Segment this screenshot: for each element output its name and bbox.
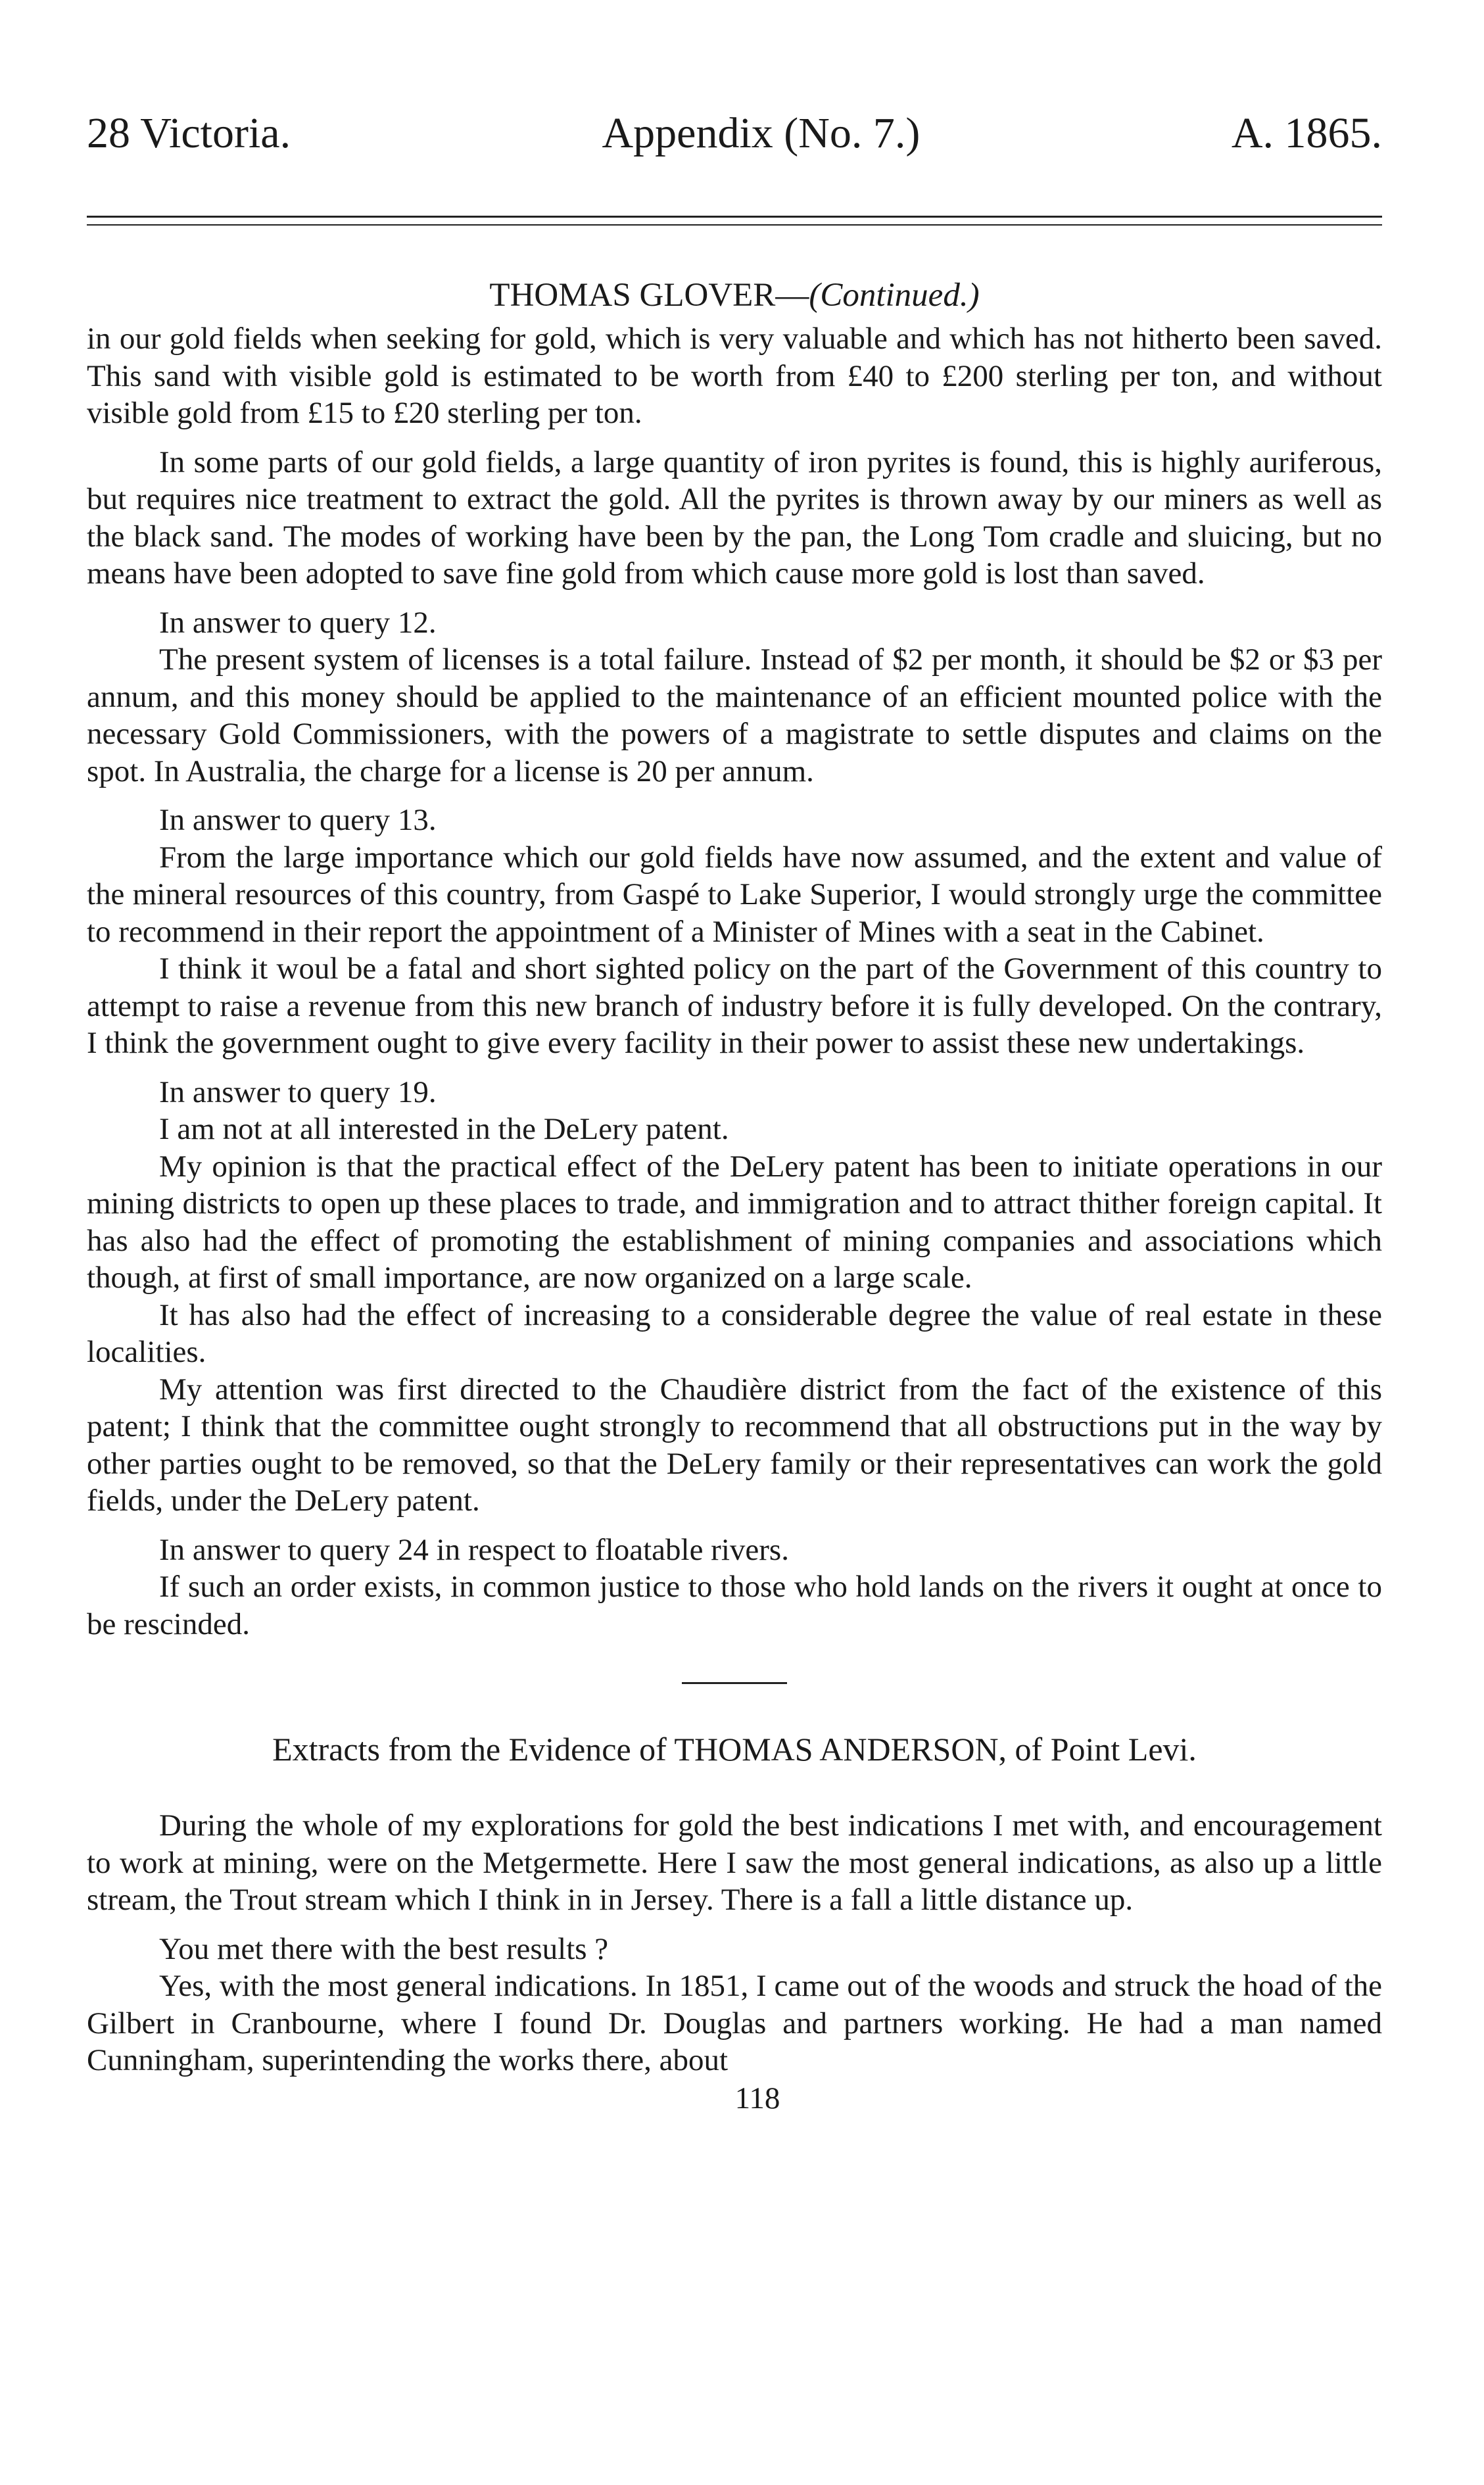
document-page [87, 109, 1382, 2116]
header-rule-thin [87, 224, 1382, 226]
paragraph: I think it woul be a fatal and short sighted policy on the part of the Government of this country to attempt to raise a revenue from this new branch of industry before it is fully developed. On the contrary, I think the government ought to give every facility in their power to assist these new undertakings. [87, 952, 1382, 1061]
section-title-continued: (Continued.) [809, 277, 980, 314]
question: You met there with the best results ? [159, 1931, 609, 1966]
paragraph: The present system of licenses is a total failure. Instead of $2 per month, it should be $2 or $3 per annum, and this money should be applied to the maintenance of an efficient mounted police with the necessary Gold Commissioners, with the powers of a magistrate to settle disputes and claims on the spot. In Australia, the charge for a license is 20 per annum. [87, 642, 1382, 788]
section-separator [682, 1682, 787, 1684]
query-heading: In answer to query 19. [159, 1074, 437, 1109]
paragraph: If such an order exists, in common justice to those who hold lands on the rivers it ought at once to be rescinded. [87, 1570, 1382, 1641]
paragraph: in our gold fields when seeking for gold, which is very valuable and which has not hitherto been saved. This sand with visible gold is estimated to be worth from £40 to £200 sterling per ton, and without visible gold from £15 to £20 sterling per ton. [87, 322, 1382, 431]
header-session: 28 Victoria. [87, 109, 291, 157]
paragraph: In some parts of our gold fields, a large quantity of iron pyrites is found, this is highly auriferous, but requires nice treatment to extract the gold. All the pyrites is thrown away by our miners as well as the black sand. The modes of working have been by the pan, the Long Tom cradle and sluicing, but no means have been adopted to save fine gold from which cause more gold is lost than saved. [87, 445, 1382, 591]
query-heading: In answer to query 13. [159, 803, 437, 838]
header-rule-thick [87, 216, 1382, 218]
anderson-testimony [87, 1807, 1382, 2079]
running-header [87, 109, 1382, 157]
paragraph: During the whole of my explorations for gold the best indications I met with, and encouragement to work at mining, were on the Metgermette. Here I saw the most general indications, as also up a little stream, the Trout stream which I think in in Jersey. There is a fall a little distance up. [87, 1808, 1382, 1918]
paragraph: From the large importance which our gold fields have now assumed, and the extent and value of the mineral resources of this country, from Gaspé to Lake Superior, I would strongly urge the committee to recommend in their report the appointment of a Minister of Mines with a seat in the Cabinet. [87, 840, 1382, 949]
paragraph: Yes, with the most general indications. In 1851, I came out of the woods and struck the hoad of the Gilbert in Cranbourne, where I found Dr. Douglas and partners working. He had a man named Cunningham, superintending the works there, about [87, 1969, 1382, 2078]
glover-testimony [87, 320, 1382, 1643]
paragraph: I am not at all interested in the DeLery patent. [159, 1112, 729, 1147]
query-heading: In answer to query 12. [159, 605, 437, 640]
header-year: A. 1865. [1231, 109, 1382, 157]
paragraph: My attention was first directed to the Chaudière district from the fact of the existence of this patent; I think that the committee ought strongly to recommend that all obstructions put in the way by other parties ought to be removed, so that the DeLery family or their representatives can work the gold fields, under the DeLery patent. [87, 1372, 1382, 1518]
paragraph: My opinion is that the practical effect of the DeLery patent has been to initiate operations in our mining districts to open up these places to trade, and immigration and to attract thither foreign capital. It has also had the effect of promoting the establishment of mining companies and associations which though, at first of small importance, are now organized on a large scale. [87, 1149, 1382, 1295]
page-number: 118 [734, 2081, 780, 2115]
extract-title: Extracts from the Evidence of THOMAS ANDERSON, of Point Levi. [272, 1731, 1197, 1768]
paragraph: It has also had the effect of increasing to a considerable degree the value of real estate in these localities. [87, 1297, 1382, 1370]
query-heading: In answer to query 24 in respect to floatable rivers. [159, 1532, 789, 1567]
section-title [87, 277, 1382, 314]
section-title-name: THOMAS GLOVER— [489, 277, 809, 314]
header-appendix: Appendix (No. 7.) [602, 109, 921, 157]
header-rules [87, 216, 1382, 226]
